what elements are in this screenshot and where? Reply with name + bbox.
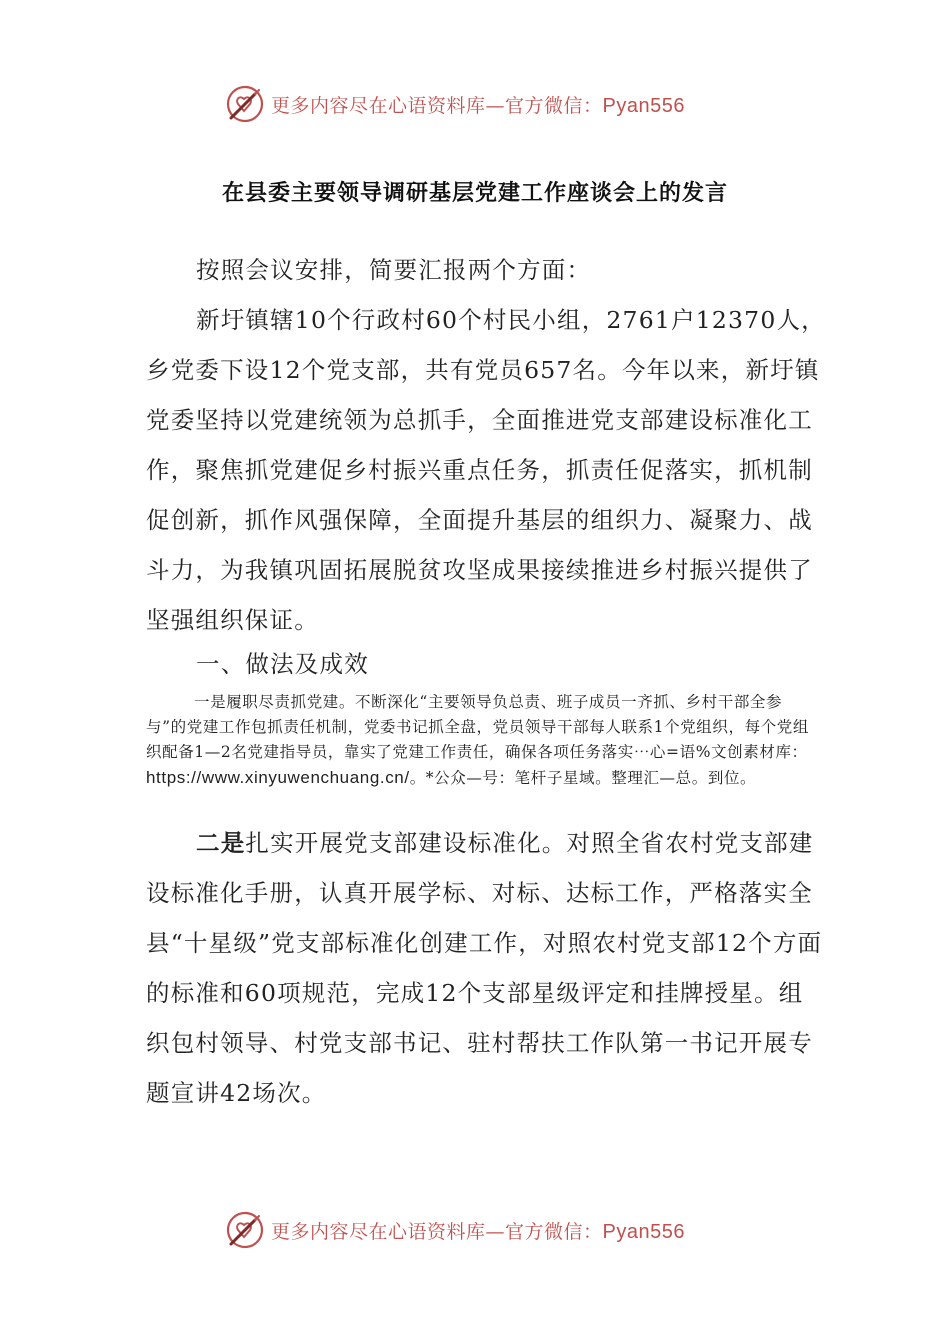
point-2-block (146, 818, 826, 1118)
point-1-tail: 。*公众—号：笔杆子星域。整理汇—总。到位。 (409, 769, 757, 787)
watermark-text: 更多内容尽在心语资料库—官方微信：Pyan556 (271, 94, 685, 117)
point-1-paragraph (146, 690, 811, 791)
point-1-text: 一是履职尽责抓党建。不断深化“主要领导负总责、班子成员一齐抓、乡村干部全参与”的党建工作包抓责任机制，党委书记抓全盘，党员领导干部每人联系1个党组织，每个党组织配备1—2名党建指导员，靠实了党建工作责任，确保各项任务落实⋯心=语%文创素材库： (146, 693, 809, 761)
point-2-body: 扎实开展党支部建设标准化。对照全省农村党支部建设标准化手册，认真开展学标、对标、达标工作，严格落实全县“十星级”党支部标准化创建工作，对照农村党支部12个方面的标准和60项规范，完成12个支部星级评定和挂牌授星。组织包村领导、村党支部书记、驻村帮扶工作队第一书记开展专题宣讲42场次。 (146, 829, 823, 1107)
point-1-url: https://www.xinyuwenchuang.cn/ (146, 768, 410, 787)
pen-heart-icon (225, 1210, 265, 1250)
intro-block (146, 245, 826, 645)
watermark-banner-top (225, 82, 745, 126)
overview-paragraph: 新圩镇辖10个行政村60个村民小组，2761户12370人，乡党委下设12个党支部，共有党员657名。今年以来，新圩镇党委坚持以党建统领为总抓手，全面推进党支部建设标准化工作，聚焦抓党建促乡村振兴重点任务，抓责任促落实，抓机制促创新，抓作风强保障，全面提升基层的组织力、凝聚力、战斗力，为我镇巩固拓展脱贫攻坚成果接续推进乡村振兴提供了坚强组织保证。 (146, 306, 826, 634)
wechat-id: Pyan556 (602, 1220, 685, 1243)
wechat-id: Pyan556 (602, 94, 685, 117)
point-2-paragraph (146, 818, 826, 1118)
watermark-banner-bottom (225, 1208, 745, 1252)
pen-heart-icon (225, 84, 265, 124)
point-2-lead: 二是 (196, 829, 246, 857)
document-title: 在县委主要领导调研基层党建工作座谈会上的发言 (221, 181, 728, 206)
watermark-text: 更多内容尽在心语资料库—官方微信：Pyan556 (271, 1220, 685, 1243)
section-heading-1: 一、做法及成效 (196, 650, 369, 678)
intro-line: 按照会议安排，简要汇报两个方面： (196, 256, 592, 284)
